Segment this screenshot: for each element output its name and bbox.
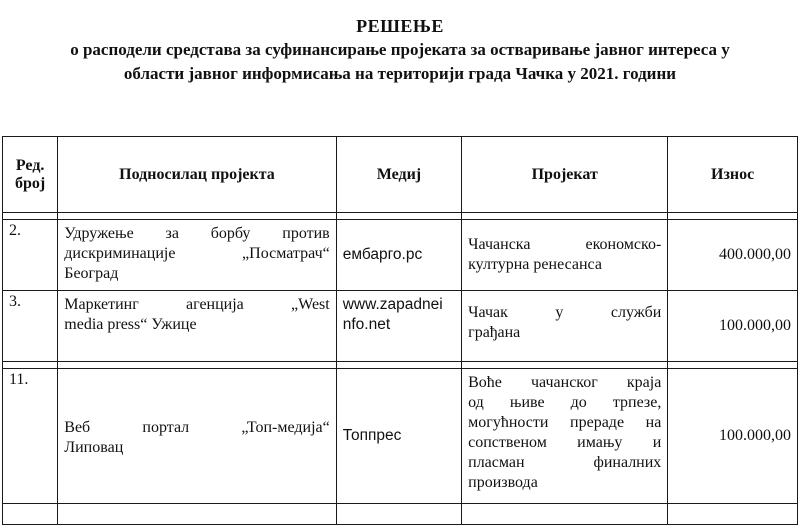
media-line: nfo.net xyxy=(342,316,391,333)
project-line: Чачанска економско- xyxy=(468,236,662,253)
applicant-line: Београд xyxy=(64,265,119,282)
applicant-line: media press“ Ужице xyxy=(64,316,197,333)
project-line: сопственом имању и xyxy=(468,434,662,451)
applicant-line: дискриминације „Посматрач“ xyxy=(64,245,330,262)
row-project xyxy=(462,220,668,291)
applicant-line: Удружење за борбу против xyxy=(64,225,330,242)
table-row xyxy=(3,369,798,504)
row-media xyxy=(336,220,461,291)
media-line: www.zapadnei xyxy=(342,296,443,313)
project-line: грађана xyxy=(468,324,521,341)
row-number: 2. xyxy=(3,220,58,291)
document-subtitle-line-1: о расподели средстава за суфинансирање пројеката за остваривање јавног интереса у xyxy=(70,40,730,59)
row-number: 3. xyxy=(3,291,58,362)
header-project: Пројекат xyxy=(462,137,668,213)
row-project xyxy=(462,369,668,504)
project-line: пласман финалних xyxy=(468,454,662,471)
document-title: РЕШЕЊЕ xyxy=(356,16,444,36)
table-gap-row xyxy=(3,362,798,369)
row-media xyxy=(336,291,461,362)
project-line: од њиве до трпезе, xyxy=(468,394,662,411)
row-amount: 100.000,00 xyxy=(668,291,798,362)
row-amount: 100.000,00 xyxy=(668,369,798,504)
row-media xyxy=(336,369,461,504)
header-number-line-1: Ред. xyxy=(15,156,45,174)
document-header xyxy=(0,14,800,86)
row-project xyxy=(462,291,668,362)
project-line: културна ренесанса xyxy=(468,256,602,273)
header-applicant: Подносилац пројекта xyxy=(58,137,336,213)
table-row-partial xyxy=(3,504,798,525)
media-line: Топпрес xyxy=(342,427,402,444)
table-header-row xyxy=(3,137,798,213)
project-line: производа xyxy=(468,474,538,491)
applicant-line: Маркетинг агенција „West xyxy=(64,296,330,313)
applicant-line: Липовац xyxy=(64,439,124,456)
row-number: 11. xyxy=(3,369,58,504)
header-number xyxy=(3,137,58,213)
header-number-line-2: број xyxy=(15,174,46,192)
applicant-line: Веб портал „Топ-медија“ xyxy=(64,419,330,436)
row-amount: 400.000,00 xyxy=(668,220,798,291)
table-row xyxy=(3,291,798,362)
document-subtitle-line-2: области јавног информисања на територији града Чачка у 2021. години xyxy=(123,64,677,83)
header-media: Медиј xyxy=(336,137,461,213)
project-line: могућности прераде на xyxy=(468,414,662,431)
table-row xyxy=(3,220,798,291)
row-applicant xyxy=(58,369,336,504)
media-line: ембарго.рс xyxy=(342,246,423,263)
row-applicant xyxy=(58,291,336,362)
project-line: Чачак у служби xyxy=(468,304,662,321)
row-applicant xyxy=(58,220,336,291)
table-gap-row xyxy=(3,213,798,220)
header-amount: Износ xyxy=(668,137,798,213)
allocation-table xyxy=(2,136,798,525)
project-line: Воће чачанског краја xyxy=(468,374,662,391)
